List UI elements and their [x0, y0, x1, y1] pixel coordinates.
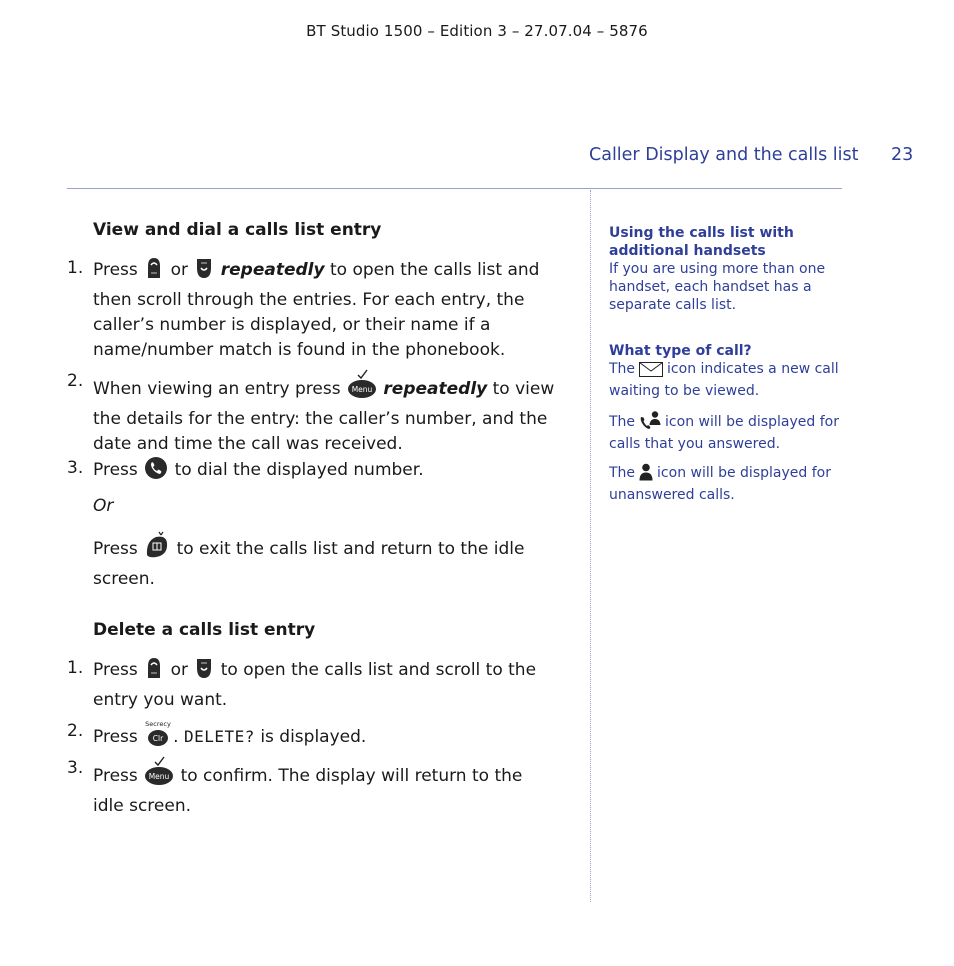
menu-key-icon [144, 756, 174, 794]
call-list-up-key-icon [144, 256, 164, 288]
view-step-3 [67, 456, 567, 488]
step-text-or: or [170, 260, 188, 280]
section-title: Caller Display and the calls list [589, 145, 859, 165]
delete-step-1 [67, 656, 567, 713]
step-text-or: or [170, 660, 188, 680]
talk-key-icon [144, 456, 168, 488]
step-number: 2. [67, 721, 84, 741]
sidebar-handsets-note [609, 224, 849, 314]
delete-step-2 [67, 719, 567, 755]
envelope-icon [639, 362, 663, 382]
edition-line: BT Studio 1500 – Edition 3 – 27.07.04 – 5876 [306, 22, 648, 40]
step-number: 1. [67, 658, 84, 678]
step-text-pre: Press [93, 727, 138, 747]
call-type-pre: The [609, 465, 636, 481]
step-text-post: is displayed. [260, 727, 367, 747]
step-text-mid: . [173, 727, 179, 747]
delete-step-3 [67, 756, 567, 819]
svg-text:Clr: Clr [152, 734, 164, 743]
delete-section-heading: Delete a calls list entry [93, 620, 316, 640]
step-number: 2. [67, 371, 84, 391]
emphasis-text: repeatedly [220, 260, 325, 280]
svg-text:Menu: Menu [148, 772, 170, 781]
display-text: DELETE? [183, 727, 255, 746]
step-text-post: to confirm. The display will return to the idle screen. [93, 766, 523, 816]
step-number: 3. [67, 458, 84, 478]
view-step-1 [67, 256, 567, 363]
sidebar-heading: Using the calls list with additional handsets [609, 225, 794, 259]
step-text-post: to view the details for the entry: the caller’s number, and the date and time the call was received. [93, 379, 555, 454]
column-divider [590, 190, 591, 902]
step-text-pre: Press [93, 460, 138, 480]
call-type-pre: The [609, 361, 636, 377]
step-text-pre: When viewing an entry press [93, 379, 341, 399]
step-text-pre: Press [93, 766, 138, 786]
step-text-pre: Press [93, 660, 138, 680]
exit-text-post: to exit the calls list and return to the idle screen. [93, 539, 525, 589]
call-type-post: icon will be displayed for unanswered calls. [609, 465, 831, 503]
step-text-post: to open the calls list and then scroll through the entries. For each entry, the caller’s number is displayed, or their name if a name/number match is found in the phonebook. [93, 260, 540, 360]
call-list-down-key-icon [194, 256, 214, 288]
view-step-2 [67, 369, 567, 457]
step-text-pre: Press [93, 260, 138, 280]
call-type-post: icon will be displayed for calls that you answered. [609, 414, 839, 452]
header-rule [67, 188, 842, 189]
call-type-post: icon indicates a new call waiting to be viewed. [609, 361, 839, 399]
sidebar-heading: What type of call? [609, 343, 752, 359]
person-icon [639, 463, 653, 486]
step-text-post: to open the calls list and scroll to the entry you want. [93, 660, 537, 710]
sidebar-call-type [609, 342, 849, 504]
step-number: 1. [67, 258, 84, 278]
step-text-post: to dial the displayed number. [174, 460, 424, 480]
exit-text-pre: Press [93, 539, 138, 559]
answered-call-icon [639, 410, 661, 435]
call-type-item [609, 410, 849, 453]
call-type-item [609, 463, 849, 504]
call-type-pre: The [609, 414, 636, 430]
call-list-down-key-icon [194, 656, 214, 688]
call-list-up-key-icon [144, 656, 164, 688]
end-call-phonebook-key-icon [144, 531, 170, 567]
view-section-heading: View and dial a calls list entry [93, 220, 382, 240]
sidebar-body: If you are using more than one handset, each handset has a separate calls list. [609, 261, 826, 313]
step-number: 3. [67, 758, 84, 778]
call-type-item [609, 360, 849, 400]
or-text: Or [93, 496, 114, 516]
svg-text:Secrecy: Secrecy [145, 720, 171, 728]
svg-text:Menu: Menu [351, 385, 373, 394]
emphasis-text: repeatedly [383, 379, 488, 399]
secrecy-clear-key-icon [144, 719, 172, 755]
exit-instruction [93, 531, 567, 592]
menu-key-icon [347, 369, 377, 407]
page-number: 23 [891, 145, 914, 165]
